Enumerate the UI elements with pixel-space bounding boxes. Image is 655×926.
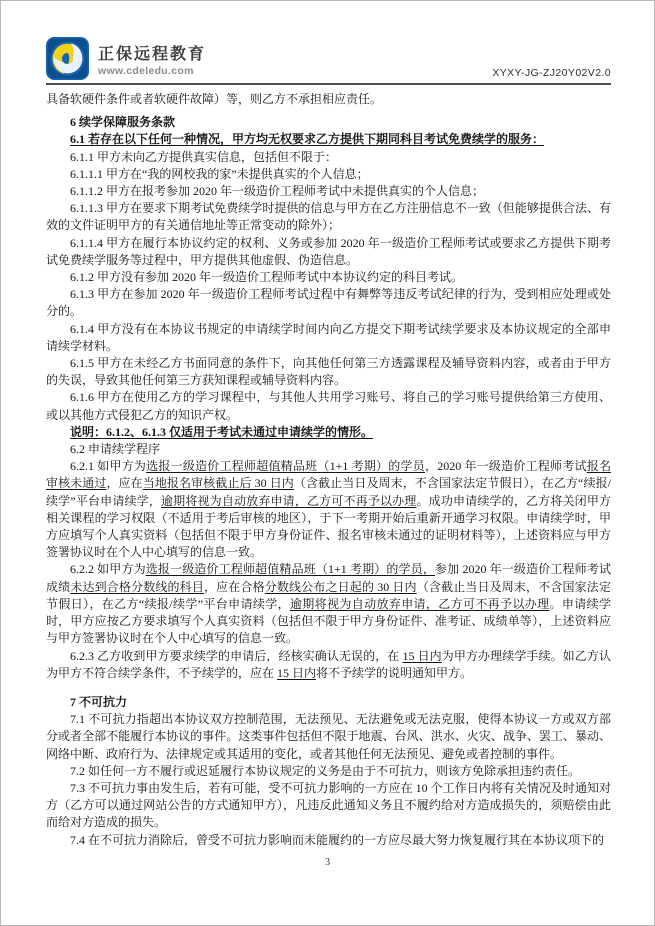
text-segment: 6.1.1 甲方未向乙方提供真实信息，包括但不限于： [70,149,338,164]
text-segment: （含截止当日及周末，不含国家法定节假日），在乙方“续报/续学”平台申请续学， [46,476,611,508]
text-segment: 7.2 如任何一方不履行或迟延履行本协议规定的义务是由于不可抗力，则该方免除承担违约责任。 [70,763,581,778]
page-header [46,37,611,85]
paragraph [46,166,611,183]
paragraph [46,91,611,108]
text-segment: 选报一级造价工程师超值精品班（1+1 考期）的学员， [145,562,436,577]
paragraph [46,286,611,320]
text-segment: 6.1.3 甲方在参加 2020 年一级造价工程师考试过程中有舞弊等违反考试纪律的行为，受到相应处理或处分的。 [46,287,611,319]
paragraph [46,131,611,148]
paragraph [46,114,611,131]
text-segment: （含截止当日及周末，不含国家法定节假日），在乙方“续报/续学”平台申请续学， [46,579,611,611]
text-segment: ，2020 年一级造价工程师考试 [424,459,587,474]
text-segment: 6.2.1 如甲方为 [70,459,147,474]
text-segment: 。成功申请续学的，乙方将关闭甲方相关课程的学习权限（不适用于考后审核的地区），于下一考期开始后重新开通学习权限。申请续学时，甲方应填写个人真实资料（包括但不限于甲方身份证件、报名审核未通过的证明材料等），上述资料应与甲方签署协议时在个人中心填写的信息一致。 [46,493,611,560]
paragraph [46,183,611,200]
text-segment: 6.2.2 如甲方为 [70,562,146,577]
paragraph [46,711,611,763]
text-segment: 将不予续学的说明通知甲方。 [316,665,473,680]
paragraph [46,200,611,234]
text-segment: 15 日内 [277,665,317,680]
text-segment: 说明：6.1.2、6.1.3 仅适用于考试未通过申请续学的情形。 [70,424,374,439]
brand-text-block [98,41,206,77]
paragraph [46,780,611,832]
page-number: 3 [324,857,331,868]
text-segment: 分数线公布之日起的 30 日内 [264,579,417,594]
text-segment: ，应在合格 [203,579,265,594]
text-segment: 7 不可抗力 [70,694,128,709]
paragraph [46,458,611,561]
text-segment: 7.1 不可抗力指超出本协议双方控制范围，无法预见、无法避免或无法克服，使得本协议一方或双方部分或者全部不能履行本协议的事件。这类事件包括但不限于地震、台风、洪水、火灾、战争、罢工、暴动、网络中断、政府行为、法律规定或其适用的变化，或者其他任何无法预见、避免或者控制的事件。 [46,712,611,761]
text-segment: 逾期将视为自动放弃申请，乙方可不再予以办理 [289,596,550,611]
paragraph [46,355,611,389]
text-segment: 6 续学保障服务条款 [70,115,176,130]
paragraph [46,269,611,286]
document-body [46,91,611,849]
paragraph [46,763,611,780]
text-segment: 15 日内 [402,648,442,663]
brand-logo [46,37,206,80]
text-segment: 6.1.1.2 甲方在报考参加 2020 年一级造价工程师考试中未提供真实的个人信息； [70,184,485,199]
text-segment: 7.3 不可抗力事由发生后，若有可能，受不可抗力影响的一方应在 10 个工作日内将有关情况及时通知对方（乙方可以通过网站公告的方式通知甲方），凡违反此通知义务且不履约给对方造成损失的，须赔偿由此而给对方造成的损失。 [46,780,611,830]
text-segment: 选报一级造价工程师超值精品班（1+1 考期）的学员 [146,459,425,474]
text-segment: 为甲方办理续学手续。如乙方认为甲方不符合续学条件，不予续学的，应在 [46,648,611,680]
brand-logo-icon [46,37,89,80]
brand-name: 正保远程教育 [98,45,207,63]
text-segment: 6.1.5 甲方在未经乙方书面同意的条件下，向其他任何第三方透露课程及辅导资料内容，或者由于甲方的失误，导致其他任何第三方获知课程或辅导资料内容。 [46,356,611,388]
text-segment: 7.4 在不可抗力消除后，曾受不可抗力影响而未能履约的一方应尽最大努力恢复履行其在本协议项下的 [70,832,605,847]
text-segment: 6.2 申请续学程序 [70,442,161,457]
paragraph [46,832,611,849]
text-segment: 6.1 若存在以下任何一种情况，甲方均无权要求乙方提供下期同科目考试免费续学的服务： [70,132,545,147]
text-segment: 6.2.3 乙方收到甲方要求续学的申请后，经核实确认无误的，在 [70,648,403,663]
paragraph [46,424,611,441]
text-segment: 6.1.1.3 甲方在要求下期考试免费续学时提供的信息与甲方在乙方注册信息不一致（但能够提供合法、有效的文件证明甲方的有关通信地址等正常变动的除外）； [46,201,611,233]
paragraph [46,235,611,269]
paragraph [46,561,611,647]
text-segment: 6.1.1.1 甲方在“我的网校我的家”未提供真实的个人信息； [70,166,369,181]
text-segment: ，应在 [106,476,143,491]
paragraph [46,694,611,711]
document-code: XYXY-JG-ZJ20Y02V2.0 [492,67,611,79]
paragraph [46,648,611,682]
text-segment: 当地报名审核截止后 30 日内 [142,476,294,491]
text-segment: 。申请续学时，甲方应按乙方要求填写个人真实资料（包括但不限于甲方身份证件、准考证、成绩单等），上述资料应与甲方签署协议时在个人中心填写的信息一致。 [46,596,611,646]
text-segment: 6.1.1.4 甲方在履行本协议约定的权利、义务或参加 2020 年一级造价工程师考试或要求乙方提供下期考试免费续学服务等过程中，甲方提供其他虚假、伪造信息。 [46,235,611,267]
paragraph [46,149,611,166]
text-segment: 报名审核未通过 [46,459,611,491]
text-segment: 6.1.6 甲方在使用乙方的学习课程中，与其他人共用学习账号、将自己的学习账号提供给第三方使用、或以其他方式侵犯乙方的知识产权。 [46,390,611,422]
text-segment: 6.1.4 甲方没有在本协议书规定的申请续学时间内向乙方提交下期考试续学要求及本协议规定的全部申请续学材料。 [46,321,611,353]
text-segment: 参加 2020 年一级造价工程师考试成绩 [46,562,611,594]
brand-website: www.cdeledu.com [98,64,194,77]
paragraph [46,389,611,423]
text-segment: 6.1.2 甲方没有参加 2020 年一级造价工程师考试中本协议约定的科目考试。 [70,270,464,285]
paragraph [46,441,611,458]
paragraph [46,321,611,355]
text-segment: 未达到合格分数线的科目 [70,579,204,594]
text-segment: 逾期将视为自动放弃申请，乙方可不再予以办理 [161,493,417,508]
text-segment: 具备软硬件条件或者软硬件故障）等，则乙方不承担相应责任。 [46,92,383,106]
